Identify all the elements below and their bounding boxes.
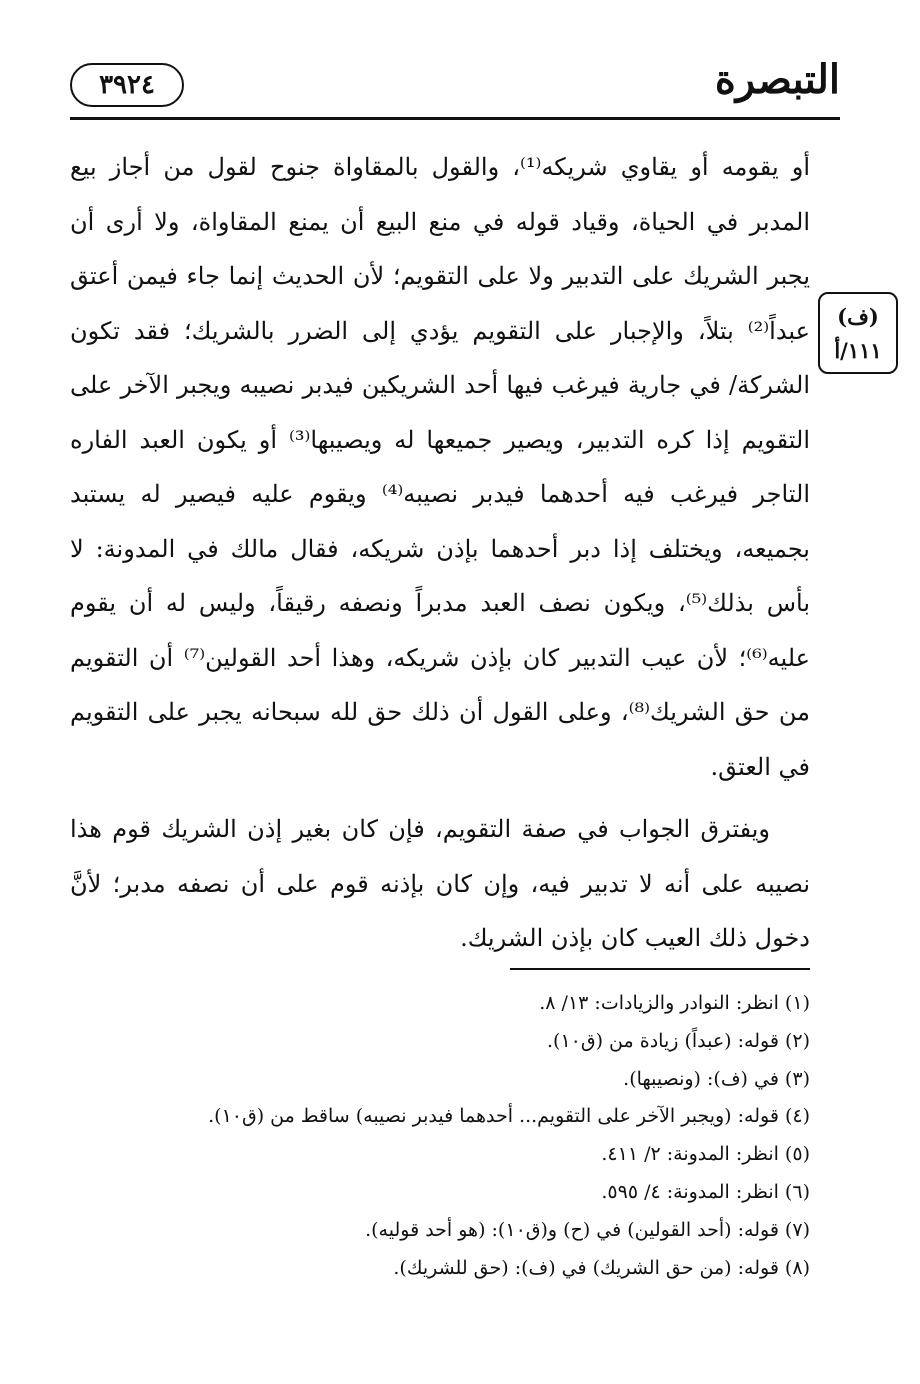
manuscript-folio-marker	[818, 292, 898, 374]
book-title: التبصرة	[714, 56, 840, 103]
footnote-1: (١) انظر: النوادر والزيادات: ١٣/ ٨.	[539, 992, 810, 1014]
main-text	[70, 140, 810, 966]
footnote-6: (٦) انظر: المدونة: ٤/ ٥٩٥.	[601, 1180, 810, 1203]
footnote-4: (٤) قوله: (ويجبر الآخر على التقويم... أحدهما فيدبر نصيبه) ساقط من (ق١٠).	[208, 1105, 810, 1128]
page-header	[70, 55, 840, 117]
manuscript-siglum: (ف)	[837, 304, 879, 329]
footnote-8: (٨) قوله: (من حق الشريك) في (ف): (حق للشريك).	[393, 1256, 810, 1279]
body-paragraph-2: ويفترق الجواب في صفة التقويم، فإن كان بغير إذن الشريك قوم هذا نصيبه على أنه لا تدبير فيه، وإن كان بإذنه قوم على أن نصفه مدبر؛ لأنَّ دخول ذلك العيب كان بإذن الشريك.	[70, 815, 810, 952]
footnote-7: (٧) قوله: (أحد القولين) في (ح) و(ق١٠): (هو أحد قوليه).	[365, 1218, 810, 1241]
footnote-5: (٥) انظر: المدونة: ٢/ ٤١١.	[601, 1143, 810, 1166]
header-rule	[70, 117, 840, 120]
folio-number: ١١١/أ	[834, 338, 882, 363]
footnote-3: (٣) في (ف): (ونصيبها).	[623, 1067, 810, 1090]
page-number: ٣٩٢٤	[70, 63, 184, 107]
footnotes	[70, 985, 810, 1287]
footnote-2: (٢) قوله: (عبداً) زيادة من (ق١٠).	[546, 1029, 810, 1052]
body-paragraph-1: أو يقومه أو يقاوي شريكه⁽¹⁾، والقول بالمقاواة جنوح لقول من أجاز بيع المدبر في الحياة، وقياد قوله في منع البيع أن يمنع المقاواة، ولا أرى أن يجبر الشريك على التدبير ولا على التقويم؛ لأن الحديث إنما جاء فيمن أعتق عبداً⁽²⁾ بتلاً، والإجبار على التقويم يؤدي إلى الضرر بالشريك؛ فقد تكون الشركة/ في جارية فيرغب فيها أحد الشريكين فيدبر نصيبه ويجبر الآخر على التقويم إذا كره التدبير، ويصير جميعها له ويصيبها⁽³⁾ أو يكون العبد الفاره التاجر فيرغب فيه أحدهما فيدبر نصيبه⁽⁴⁾ ويقوم عليه فيصير له يستبد بجميعه، ويختلف إذا دبر أحدهما بإذن شريكه، فقال مالك في المدونة: لا بأس بذلك⁽⁵⁾، ويكون نصف العبد مدبراً ونصفه رقيقاً، وليس له أن يقوم عليه⁽⁶⁾؛ لأن عيب التدبير كان بإذن شريكه، وهذا أحد القولين⁽⁷⁾ أن التقويم من حق الشريك⁽⁸⁾، وعلى القول أن ذلك حق لله سبحانه يجبر على التقويم في العتق.	[70, 153, 811, 781]
footnote-separator	[510, 968, 810, 970]
